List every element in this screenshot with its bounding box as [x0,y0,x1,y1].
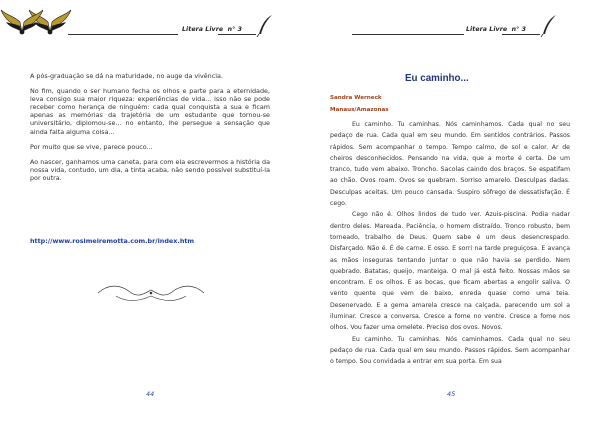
issue-number: n° 3 [511,26,527,33]
header-rule-right [218,34,256,35]
article-title: Eu caminho... [405,73,469,84]
page-number: 44 [146,390,155,398]
author-name: Sandra Werneck [330,95,382,101]
paragraph: Por muito que se vive, parece pouco... [30,142,153,151]
quill-pen-icon [540,14,558,38]
left-body-text [30,72,270,189]
magazine-name: Litera Livre [466,26,508,33]
issue-number: n° 3 [227,26,243,33]
winged-emblem-icon [0,6,44,38]
magazine-header [466,26,526,33]
paragraph: No fim, quando o ser humano fecha os olhos e parte para a eternidade, leva consigo sua maior riqueza: experiências de vida... isso não se pode receber como herança de ninguém: cada qual conquista a sua e ficam apenas as memórias da trajetória de um estudante que tornou-se universitário, diplomou-se... no entanto, lhe persegue a sensação que ainda falta alguma coisa... [30,87,270,136]
page-number: 45 [447,390,456,398]
magazine-header [182,26,242,33]
paragraph: Eu caminho. Tu caminhas. Nós caminhamos. Cada qual no seu pedaço de rua. Cada qual em seu mundo. Em sentidos contrários. Passos rápidos. Sem acompanhar o tempo. Tempo calmo, de sol e calor. Ar de cheiros desconhecidos. Pensando na vida, que a morte é certa. De um tranco, tudo vem abaixo. Troncho. Sacolas caindo dos braços. Se espatifam ao chão. Ovos roam. Ovos se quebram. Sorriso amarelo. Desculpas dadas. Desculpas aceitas. Um pouco cansada. Suspiro sôfrego de dessatisfação. É cego. [330,121,570,208]
author-location: Manaus/Amazonas [330,107,389,113]
header-rule [352,34,464,35]
paragraph: Eu caminho. Tu caminhas. Nós caminhamos. Cada qual no seu pedaço de rua. Cada qual em seu mundo. Passos rápidos. Sem acompanhar o tempo. Sou convidada a entrar em sua porta. Em sua [330,335,570,366]
quill-pen-icon [256,14,274,38]
ornament-divider-icon [96,280,206,306]
magazine-name: Litera Livre [182,26,224,33]
header-rule-right [502,34,540,35]
website-link[interactable]: http://www.rosimeiremotta.com.br/index.htm [30,237,195,245]
paragraph: A pós-graduação se dá na maturidade, no auge da vivência. [30,72,223,80]
header-rule [68,34,178,35]
paragraph: Cego não é. Olhos lindos de tudo ver. Azuis-piscina. Podia nadar dentro deles. Mareada. Paciência, o homem distraído. Tronco robusto, bem torneado, trabalho de Deus. Quem sabe é um deus desencrespado. Disfarçado. Não é. É de carne. E osso. E sorri na tarde preguiçosa. E avança as mãos inseguras tentando juntar o que não havia se perdido. Nem quebrado. Batatas, queijo, manteiga. O mal já está feito. Nossas mãos se encontram. E os olhos. E as bocas, que ficam abertas a engolir saliva. O vento quente que vem de baixo, enreda quase como uma teia. Desenervado. E a gema amarela cresce na calçada, parecendo um sol a iluminar. Cresce a conversa. Cresce a fome no ventre. Cresce a fome nos olhos. Vou fazer uma omelete. Preciso dos ovos. Novos. [330,211,570,332]
paragraph: Ao nascer, ganhamos uma caneta, para com ela escrevermos a história da nossa vida, contudo, um dia, a tinta acaba, não sendo possível substituí-la por outra. [30,157,270,182]
right-body-text [330,119,570,368]
